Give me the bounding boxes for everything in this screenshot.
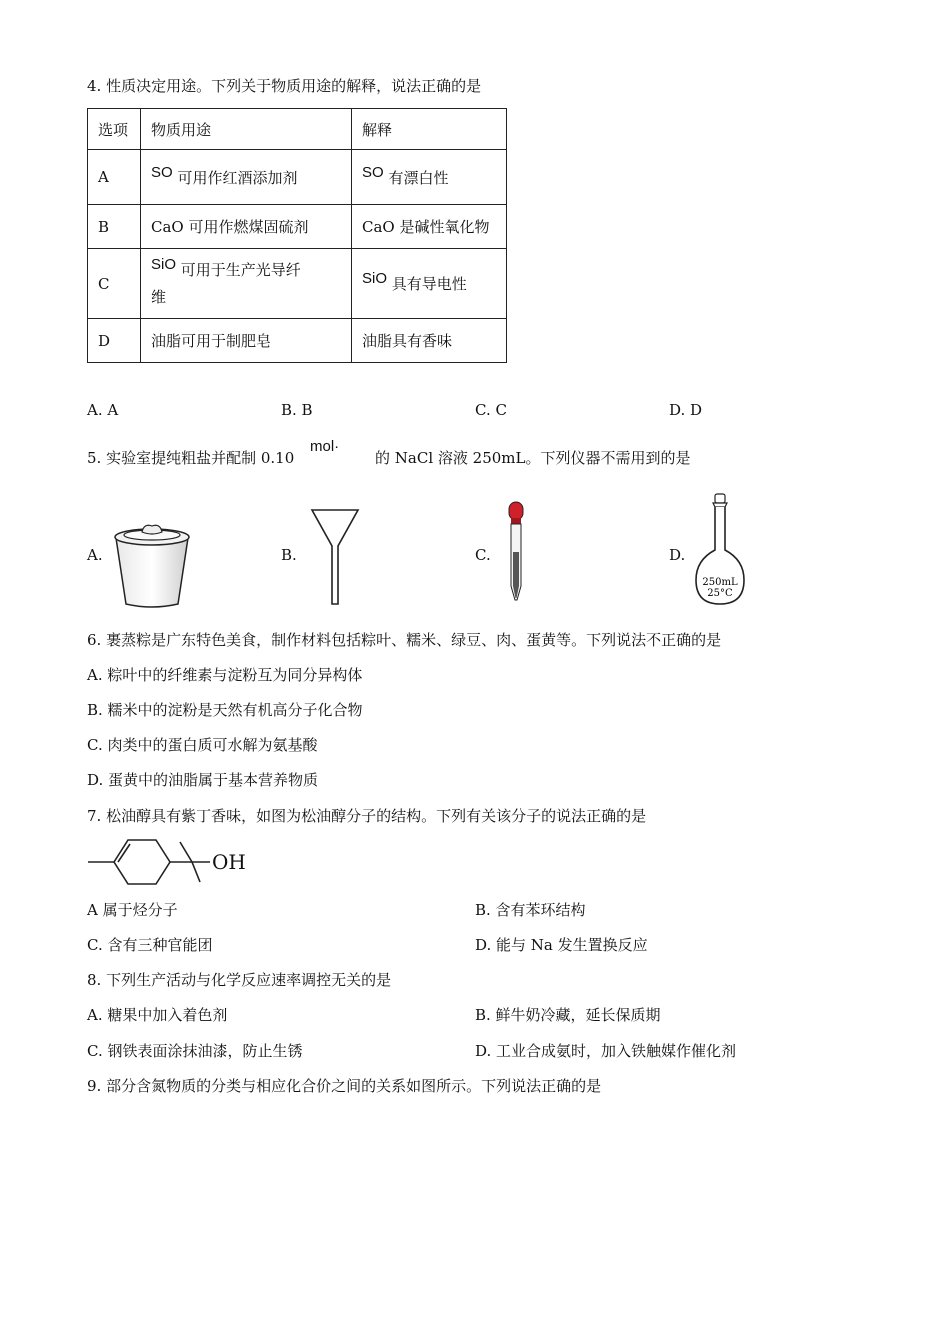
crucible-icon (112, 520, 192, 610)
so2-formula: SO (151, 163, 173, 181)
q4-choice-d[interactable]: D. D (669, 401, 703, 419)
table-row (88, 249, 507, 319)
row-option: A (88, 150, 141, 205)
table-row (88, 150, 507, 205)
q7-stem: 7. 松油醇具有紫丁香味，如图为松油醇分子的结构。下列有关该分子的说法正确的是 (87, 807, 647, 825)
q8-option-a[interactable]: A. 糖果中加入着色剂 (87, 1006, 228, 1024)
q4-choice-a[interactable]: A. A (87, 401, 119, 419)
q4-stem: 4. 性质决定用途。下列关于物质用途的解释，说法正确的是 (87, 77, 482, 95)
row-explanation: CaO 是碱性氧化物 (352, 205, 507, 249)
row-option: D (88, 319, 141, 363)
terpineol-structure-icon (88, 838, 258, 888)
table-row (88, 319, 507, 363)
q6-stem: 6. 裹蒸粽是广东特色美食，制作材料包括粽叶、糯米、绿豆、肉、蛋黄等。下列说法不正确的是 (87, 631, 722, 649)
hydroxyl-label: OH (212, 850, 246, 874)
row-use: 油脂可用于制肥皂 (141, 319, 352, 363)
q6-option-a[interactable]: A. 粽叶中的纤维素与淀粉互为同分异构体 (87, 666, 363, 684)
q4-choice-b[interactable]: B. B (281, 401, 313, 419)
q6-option-b[interactable]: B. 糯米中的淀粉是天然有机高分子化合物 (87, 701, 363, 719)
q5-stem-part2: 的 NaCl 溶液 250mL。下列仪器不需用到的是 (375, 449, 691, 467)
q4-choice-c[interactable]: C. C (475, 401, 507, 419)
so2-formula: SO (362, 163, 384, 181)
row-explanation: 油脂具有香味 (352, 319, 507, 363)
q8-option-d[interactable]: D. 工业合成氨时，加入铁触媒作催化剂 (475, 1042, 737, 1060)
exp-text: 具有导电性 (391, 275, 467, 293)
q7-option-c[interactable]: C. 含有三种官能团 (87, 936, 213, 954)
exp-text: 有漂白性 (388, 168, 449, 187)
row-use (141, 150, 352, 205)
use-text: 可用于生产光导纤 (180, 261, 301, 279)
table-row (88, 205, 507, 249)
row-use (141, 249, 352, 319)
row-option: B (88, 205, 141, 249)
use-text-cont: 维 (151, 288, 167, 306)
sio2-formula: SiO (151, 256, 177, 273)
q5-option-b-label[interactable]: B. (281, 546, 297, 564)
row-explanation (352, 150, 507, 205)
q5-option-d-label[interactable]: D. (669, 546, 686, 564)
q5-unit: mol· (310, 438, 340, 455)
row-use: CaO 可用作燃煤固硫剂 (141, 205, 352, 249)
q9-stem: 9. 部分含氮物质的分类与相应化合价之间的关系如图所示。下列说法正确的是 (87, 1077, 602, 1095)
q5-option-a-label[interactable]: A. (87, 546, 103, 564)
q8-option-c[interactable]: C. 钢铁表面涂抹油漆，防止生锈 (87, 1042, 303, 1060)
q7-option-b[interactable]: B. 含有苯环结构 (475, 901, 586, 919)
q8-stem: 8. 下列生产活动与化学反应速率调控无关的是 (87, 971, 392, 989)
q7-option-a[interactable]: A 属于烃分子 (87, 901, 178, 919)
dropper-icon (504, 502, 528, 602)
funnel-icon (310, 508, 360, 608)
sio2-formula: SiO (362, 270, 388, 287)
row-option: C (88, 249, 141, 319)
use-text: 可用作红酒添加剂 (177, 168, 298, 187)
header-explanation: 解释 (352, 109, 507, 150)
table-header-row (88, 109, 507, 150)
q5-stem-part1: 5. 实验室提纯粗盐并配制 0.10 (87, 449, 295, 467)
q8-option-b[interactable]: B. 鲜牛奶冷藏，延长保质期 (475, 1006, 661, 1024)
q6-option-d[interactable]: D. 蛋黄中的油脂属于基本营养物质 (87, 771, 319, 789)
row-explanation (352, 249, 507, 319)
q4-table (87, 108, 507, 363)
header-use: 物质用途 (141, 109, 352, 150)
volumetric-flask-icon (694, 492, 746, 608)
flask-volume-text: 250mL (702, 577, 738, 588)
q5-option-c-label[interactable]: C. (475, 546, 491, 564)
header-option: 选项 (88, 109, 141, 150)
q7-option-d[interactable]: D. 能与 Na 发生置换反应 (475, 936, 648, 954)
q6-option-c[interactable]: C. 肉类中的蛋白质可水解为氨基酸 (87, 736, 318, 754)
flask-temp-text: 25°C (707, 588, 733, 599)
